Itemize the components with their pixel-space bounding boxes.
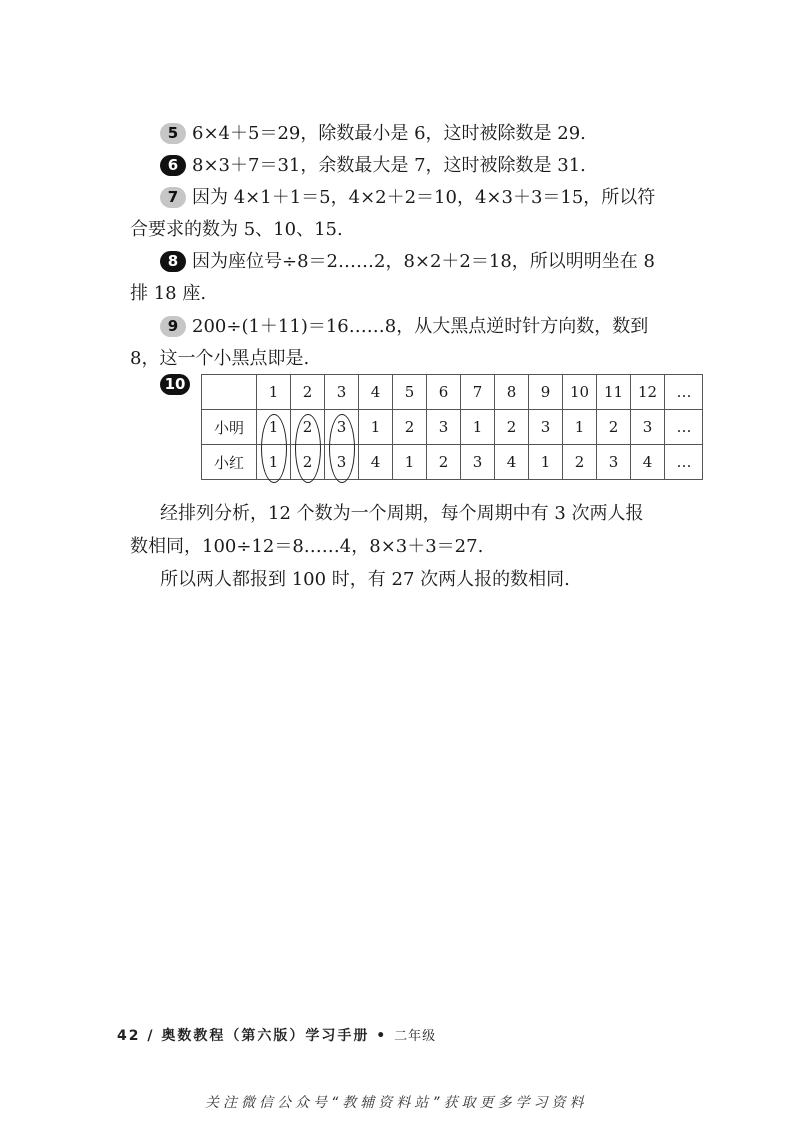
answer-8 — [160, 246, 690, 278]
table-cell: 3 — [529, 410, 563, 445]
table-cell: 1 — [461, 410, 495, 445]
table-cell: … — [665, 410, 703, 445]
table-cell: 2 — [563, 445, 597, 480]
table-row-xiaohong — [202, 445, 703, 480]
table-cell: 4 — [359, 375, 393, 410]
analysis-line-1: 经排列分析，12 个数为一个周期，每个周期中有 3 次两人报 — [160, 503, 644, 524]
table-cell: 7 — [461, 375, 495, 410]
table-cell: 1 — [529, 445, 563, 480]
table-cell: 1 — [563, 410, 597, 445]
table-cell: 2 — [427, 445, 461, 480]
book-title: 奥数教程（第六版）学习手册 — [161, 1028, 370, 1044]
answer-9 — [160, 311, 690, 343]
table-cell: 6 — [427, 375, 461, 410]
table-cell: 1 — [359, 410, 393, 445]
number-badge: 5 — [160, 123, 186, 144]
table-cell: … — [665, 375, 703, 410]
table-cell: 4 — [495, 445, 529, 480]
answer-text: 200÷(1＋11)＝16……8，从大黑点逆时针方向数，数到 — [192, 316, 649, 337]
table-cell: 2 — [291, 410, 325, 445]
table-cell: 1 — [257, 410, 291, 445]
table-cell: 1 — [257, 375, 291, 410]
table-cell-circled: 1 — [257, 445, 291, 480]
table-cell: 3 — [427, 410, 461, 445]
table-cell: 9 — [529, 375, 563, 410]
table-cell: 2 — [291, 375, 325, 410]
table-cell: 4 — [359, 445, 393, 480]
table-cell-circled: 3 — [325, 445, 359, 480]
table-cell: 10 — [563, 375, 597, 410]
page-footer — [117, 1025, 436, 1045]
answer-6 — [160, 150, 690, 182]
answer-8-continuation: 排 18 座. — [130, 283, 207, 304]
table-cell: 3 — [461, 445, 495, 480]
row-label: 小红 — [202, 445, 257, 480]
answer-9-continuation: 8，这一个小黑点即是. — [130, 348, 310, 369]
watermark-text: 关注微信公众号“教辅资料站”获取更多学习资料 — [205, 1095, 588, 1111]
analysis-line-2: 数相同，100÷12＝8……4，8×3＋3＝27. — [130, 536, 484, 557]
separator-slash: / — [147, 1028, 155, 1044]
answer-text: 8×3＋7＝31，余数最大是 7，这时被除数是 31. — [192, 155, 586, 176]
number-badge: 6 — [160, 155, 186, 176]
conclusion-line: 所以两人都报到 100 时，有 27 次两人报的数相同. — [160, 569, 570, 590]
answer-7-continuation: 合要求的数为 5、10、15. — [130, 219, 343, 240]
separator-dot: • — [376, 1028, 388, 1044]
number-badge: 8 — [160, 251, 186, 272]
table-cell: 5 — [393, 375, 427, 410]
table-cell: 3 — [325, 375, 359, 410]
table-cell: 1 — [393, 445, 427, 480]
table-cell: 3 — [325, 410, 359, 445]
table-cell: 2 — [495, 410, 529, 445]
answer-7 — [160, 182, 690, 214]
grade-label: 二年级 — [394, 1029, 437, 1044]
table-cell: 3 — [631, 410, 665, 445]
table-cell: 2 — [597, 410, 631, 445]
page-number: 42 — [117, 1028, 141, 1044]
number-badge: 7 — [160, 187, 186, 208]
table-cell: 12 — [631, 375, 665, 410]
number-badge: 9 — [160, 316, 186, 337]
answer-5 — [160, 118, 690, 150]
answer-text: 因为座位号÷8＝2……2，8×2＋2＝18，所以明明坐在 8 — [192, 251, 655, 272]
table-cell: 8 — [495, 375, 529, 410]
counting-table — [201, 374, 703, 480]
answer-text: 6×4＋5＝29，除数最小是 6，这时被除数是 29. — [192, 123, 586, 144]
table-cell: … — [665, 445, 703, 480]
table-cell — [202, 375, 257, 410]
table-cell: 2 — [393, 410, 427, 445]
table-row-xiaoming — [202, 410, 703, 445]
table-cell: 3 — [597, 445, 631, 480]
table-cell: 4 — [631, 445, 665, 480]
table-cell-circled: 2 — [291, 445, 325, 480]
table-header-row — [202, 375, 703, 410]
answer-text: 因为 4×1＋1＝5，4×2＋2＝10，4×3＋3＝15，所以符 — [192, 187, 656, 208]
row-label: 小明 — [202, 410, 257, 445]
table-cell: 11 — [597, 375, 631, 410]
number-badge: 10 — [160, 374, 190, 395]
